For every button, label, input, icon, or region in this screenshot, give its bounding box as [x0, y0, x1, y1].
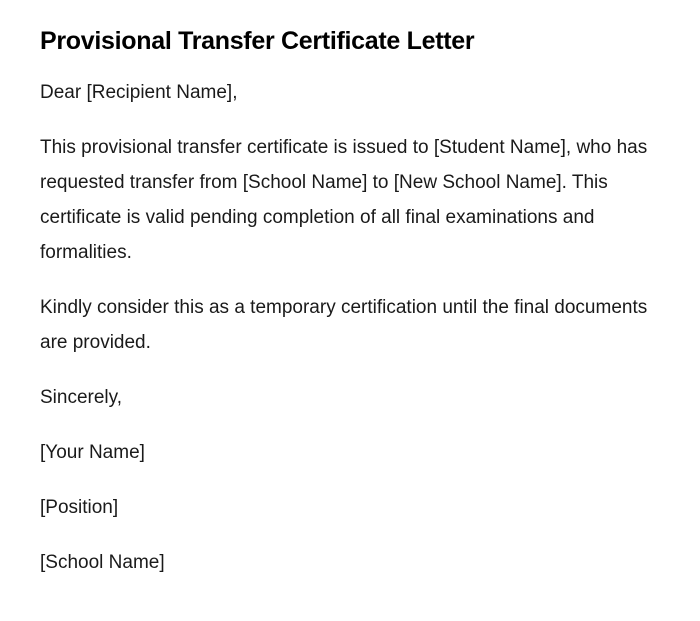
- closing: Sincerely,: [40, 387, 123, 408]
- body-paragraph-temporary: Kindly consider this as a temporary certification until the final documents are provided.: [40, 297, 648, 353]
- letter-title: Provisional Transfer Certificate Letter: [40, 27, 475, 55]
- body-paragraph-issuance: This provisional transfer certificate is issued to [Student Name], who has requested transfer from [School Name] to [New School Name]. This certificate is valid pending completion of all final examinations and formalities.: [40, 137, 648, 263]
- signature-name: [Your Name]: [40, 442, 145, 463]
- salutation: Dear [Recipient Name],: [40, 82, 238, 103]
- signature-position: [Position]: [40, 497, 119, 518]
- signature-school: [School Name]: [40, 552, 165, 573]
